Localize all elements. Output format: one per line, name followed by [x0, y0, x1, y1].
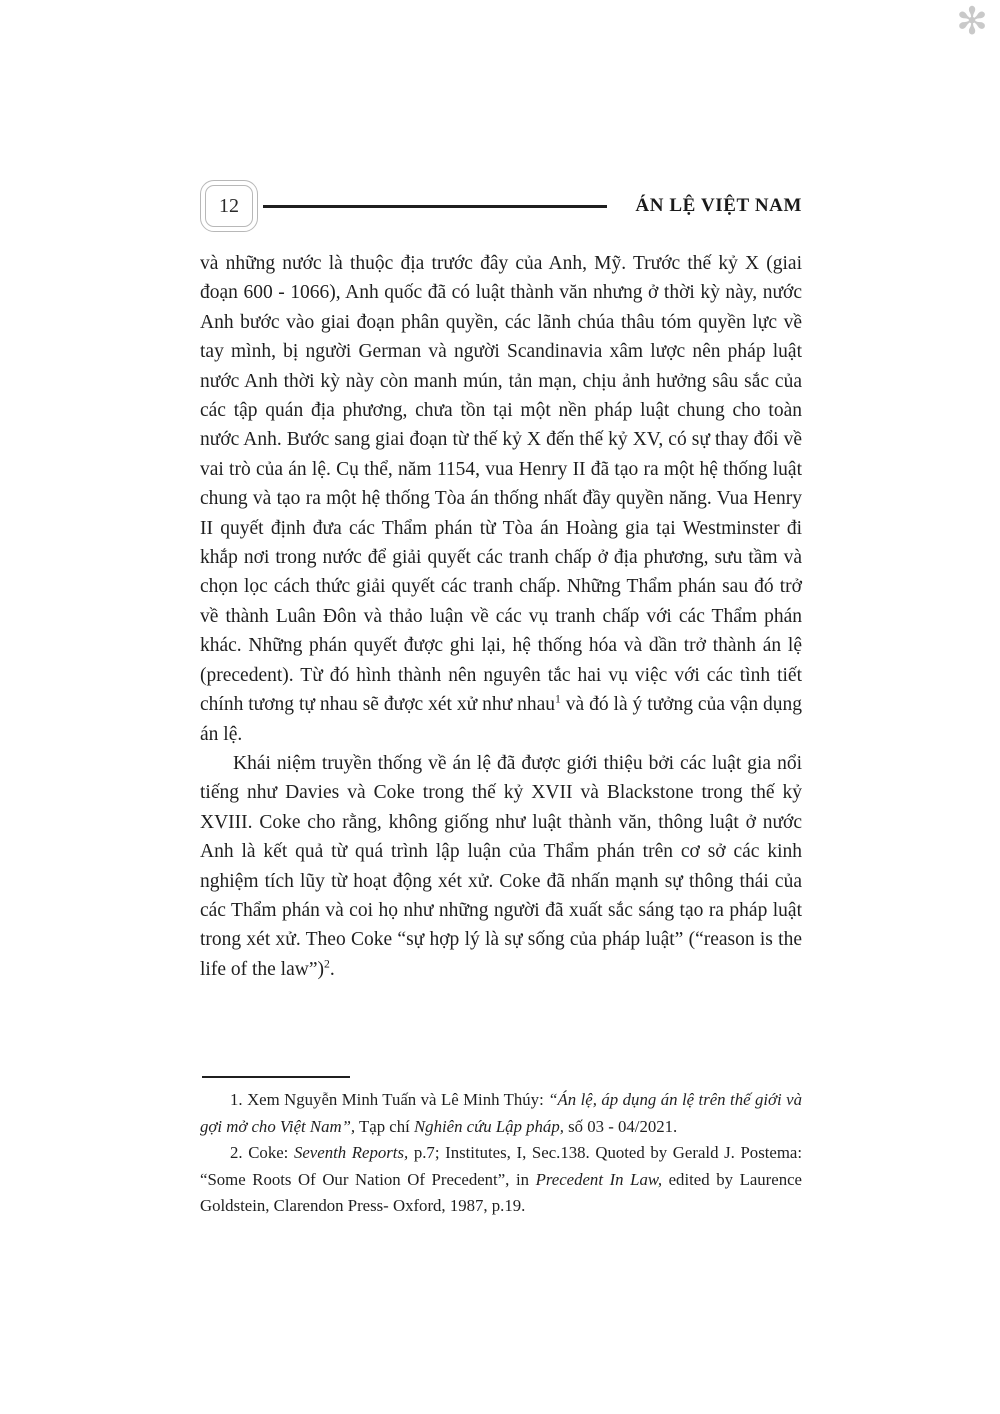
page-number-box	[200, 180, 258, 232]
footnote-2-text-3: edited by Laurence Goldstein, Clarendon Press- Oxford, 1987, p.19.	[200, 1169, 802, 1216]
footnote-2-text: Coke:	[242, 1143, 294, 1163]
page-header	[200, 180, 802, 232]
footnote-1-text-2: Tạp chí	[355, 1116, 414, 1136]
body-text	[200, 249, 802, 984]
footnote-separator-rule	[202, 1076, 350, 1078]
footnote-2-text-2: p.7; Institutes, I, Sec.138. Quoted by Gerald J. Postema: “Some Roots Of Our Nation Of Precedent”, in	[200, 1143, 803, 1189]
paragraph-2-tail: .	[329, 958, 335, 980]
footnote-1-number: 1.	[230, 1090, 243, 1109]
paragraph-1-text: và những nước là thuộc địa trước đây của Anh, Mỹ. Trước thế kỷ X (giai đoạn 600 - 1066), Anh quốc đã có luật thành văn nhưng ở thời kỳ này, nước Anh bước vào giai đoạn phân quyền, các lãnh chúa thâu tóm quyền lực về tay mình, bị người German và người Scandinavia xâm lược nên pháp luật nước Anh thời kỳ này còn manh mún, tản mạn, chịu ảnh hưởng sâu sắc của các tập quán địa phương, chưa tồn tại một nền pháp luật chung cho toàn nước Anh. Bước sang giai đoạn từ thế kỷ X đến thế kỷ XV, có sự thay đổi về vai trò của án lệ. Cụ thể, năm 1154, vua Henry II đã tạo ra một hệ thống luật chung và tạo ra một hệ thống Tòa án thống nhất đầy quyền năng. Vua Henry II quyết định đưa các Thẩm phán từ Tòa án Hoàng gia tại Westminster đi khắp nơi trong nước để giải quyết các tranh chấp ở địa phương, sưu tầm và chọn lọc cách thức giải quyết các tranh chấp. Những Thẩm phán sau đó trở về thành Luân Đôn và thảo luận về các vụ tranh chấp với các Thẩm phán khác. Những phán quyết được ghi lại, hệ thống hóa và dần trở thành án lệ (precedent). Từ đó hình thành nên nguyên tắc hai vụ việc với các tình tiết chính tương tự nhau sẽ được xét xử như nhau	[200, 253, 802, 716]
page-number-inner-box	[205, 185, 253, 227]
footnote-reference-1: 1	[555, 692, 561, 706]
footnote-2-number: 2.	[230, 1143, 243, 1163]
running-head-title: ÁN LỆ VIỆT NAM	[635, 195, 802, 216]
paragraph-1-tail: và đó là ý tưởng của vận dụng án lệ.	[200, 694, 802, 745]
footnotes-section	[200, 1076, 802, 1220]
paragraph-2	[200, 749, 802, 984]
footnote-reference-2: 2	[323, 957, 330, 971]
flower-ornament-icon: ✻	[956, 0, 988, 43]
header-rule	[263, 205, 607, 208]
footnote-1	[200, 1087, 802, 1140]
footnote-2-cited-title: Seventh Reports,	[293, 1143, 409, 1163]
footnote-1-text-3: số 03 - 04/2021.	[563, 1116, 678, 1136]
paragraph-1	[200, 249, 802, 749]
footnote-1-journal-name: Nghiên cứu Lập pháp,	[413, 1116, 564, 1136]
footnote-2	[200, 1140, 802, 1220]
footnote-1-cited-title: “Án lệ, áp dụng án lệ trên thế giới và gợi mở cho Việt Nam”,	[200, 1090, 802, 1136]
page-number: 12	[219, 194, 239, 217]
paragraph-2-text: Khái niệm truyền thống về án lệ đã được giới thiệu bởi các luật gia nổi tiếng như Davies và Coke trong thế kỷ XVII và Blackstone trong thế kỷ XVIII. Coke cho rằng, không giống như luật thành văn, thông luật ở nước Anh là kết quả từ quá trình lập luận của Thẩm phán trên cơ sở các kinh nghiệm tích lũy từ hoạt động xét xử. Coke đã nhấn mạnh sự thông thái của các Thẩm phán và coi họ như những người đã xuất sắc sáng tạo ra pháp luật trong xét xử. Theo Coke “sự hợp lý là sự sống của pháp luật” (“reason is the life of the law”)	[200, 752, 802, 980]
footnote-1-text: Xem Nguyễn Minh Tuấn và Lê Minh Thúy:	[242, 1090, 549, 1109]
footnote-2-book-title: Precedent In Law,	[535, 1169, 663, 1189]
